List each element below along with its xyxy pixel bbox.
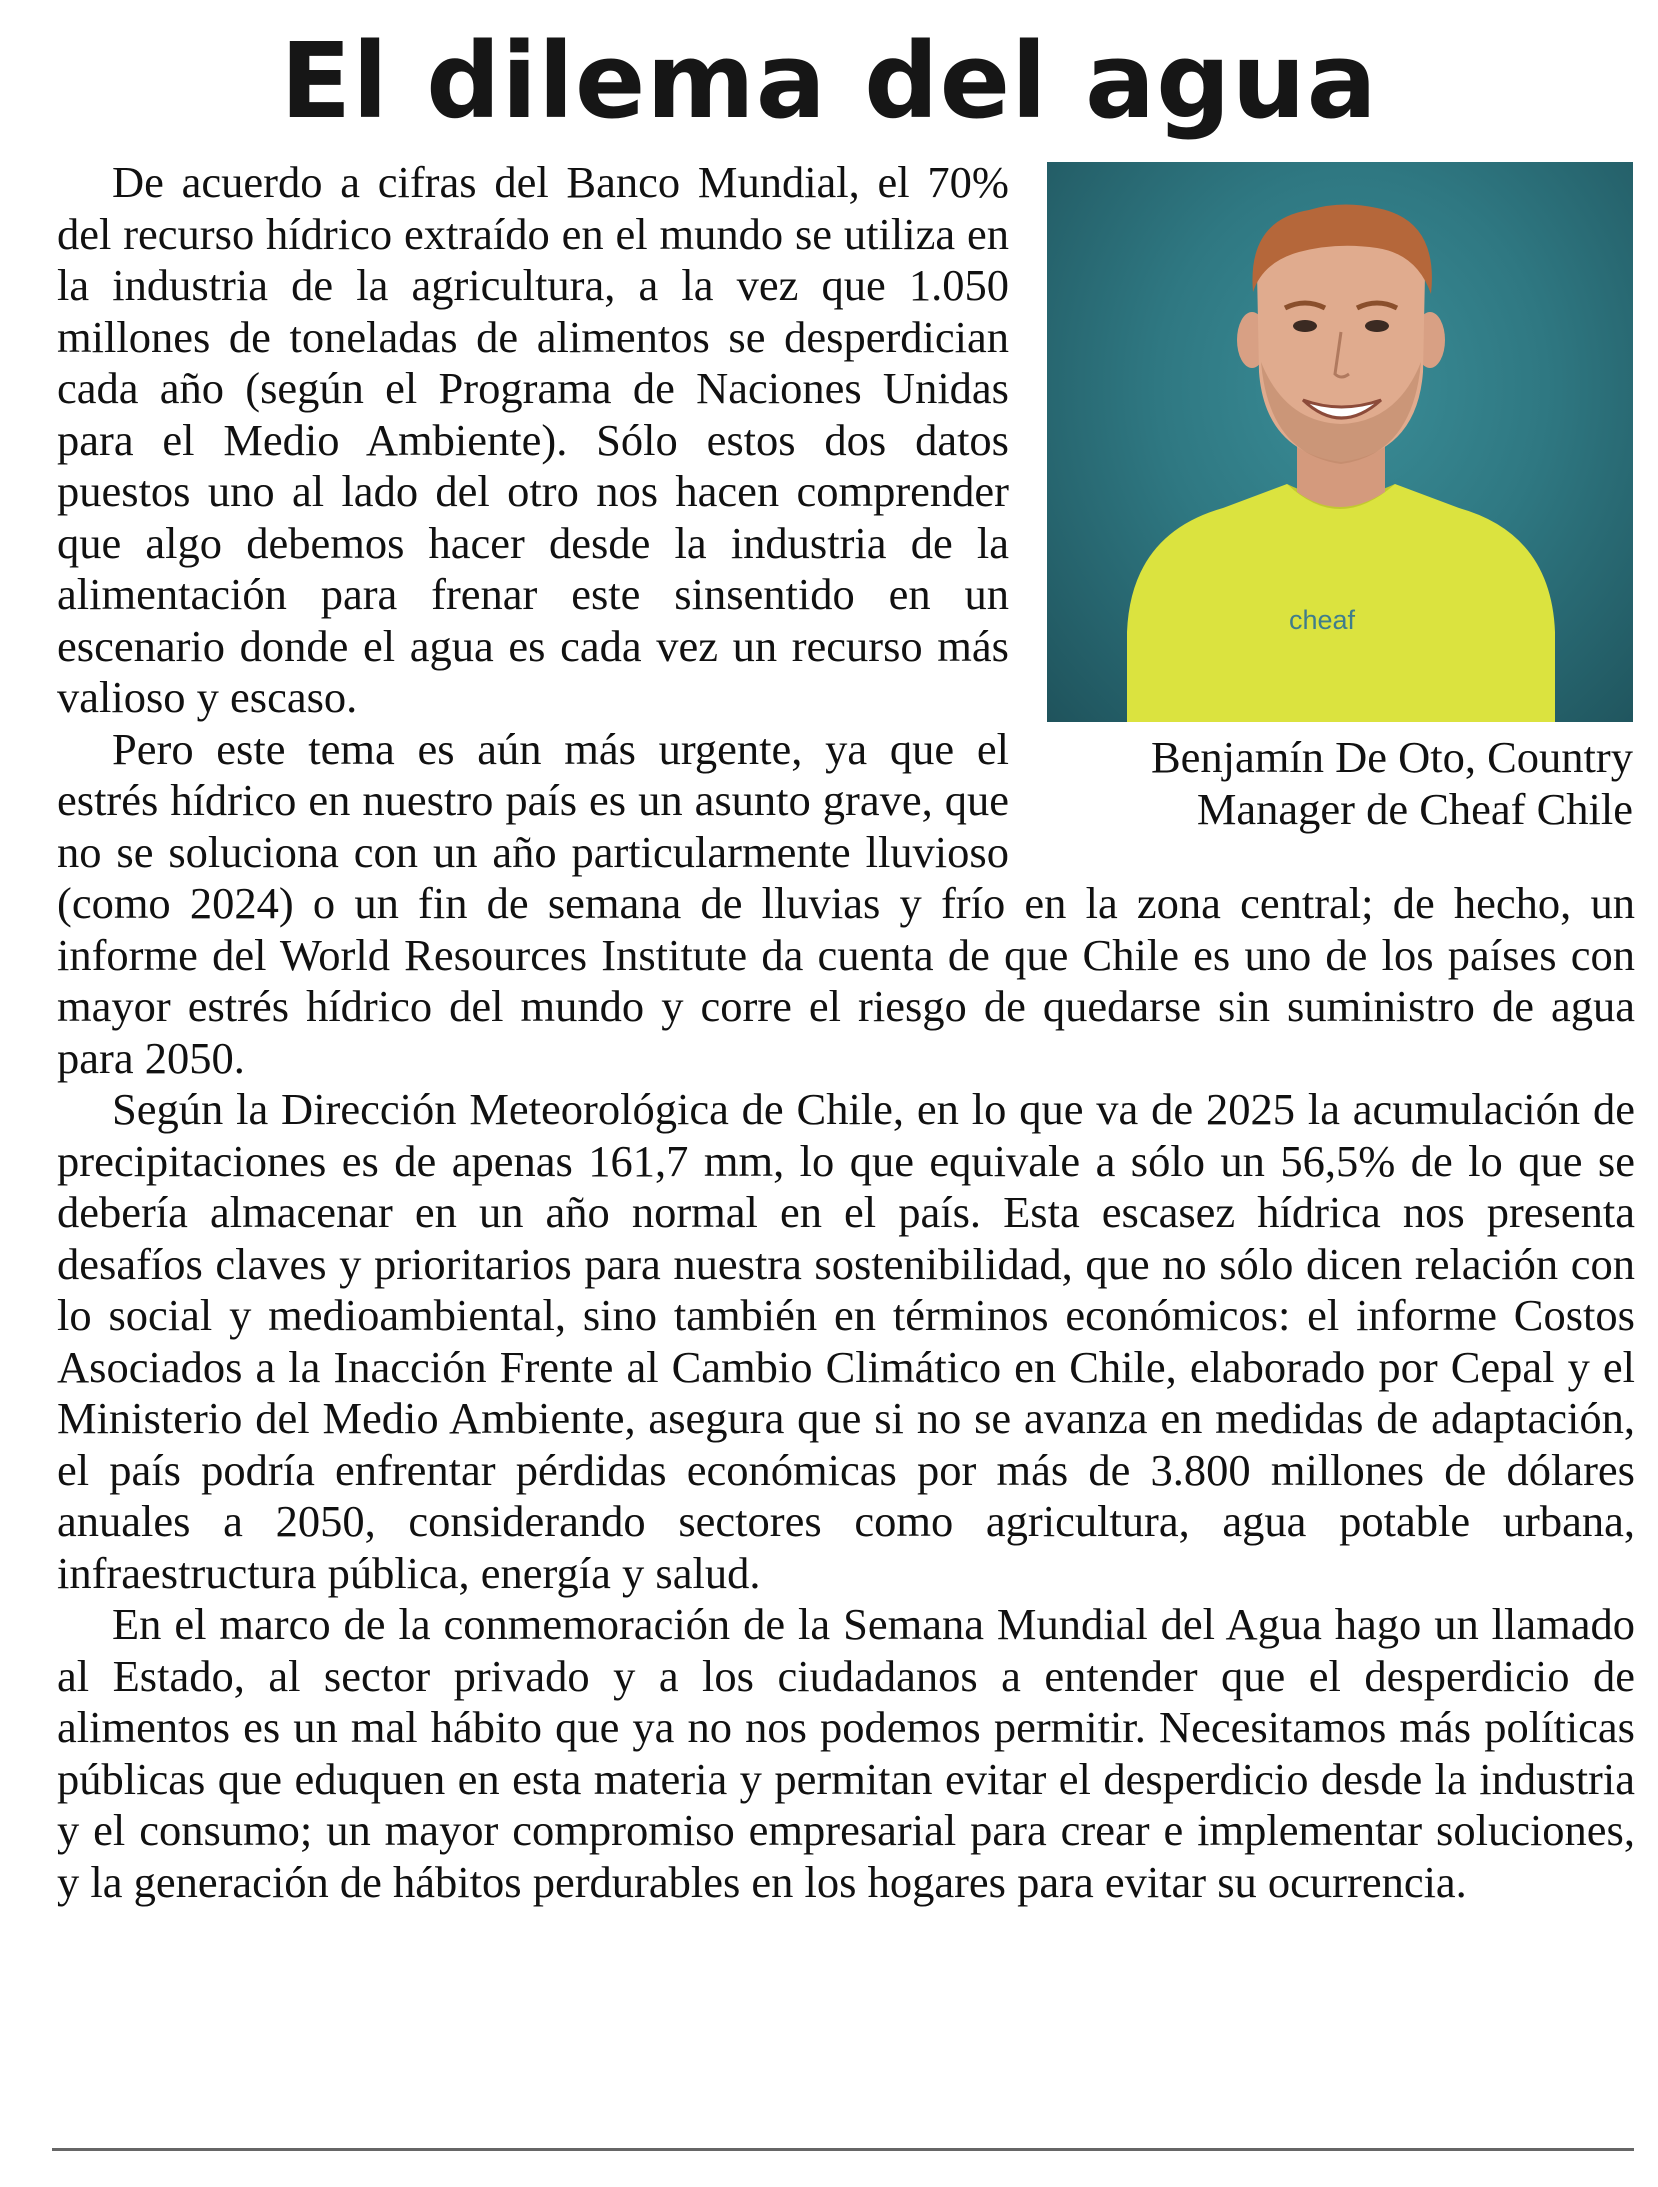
paragraph: Pero este tema es aún más urgente, ya que el estrés hídrico en nuestro país es un asunto grave, que no se soluciona con un año particularmente lluvioso (como 2024) o un fin de semana de lluvias y frío en la zona central; de hecho, un informe del World Resources Institute da cuenta de que Chile es uno de los países con mayor estrés hídrico del mundo y corre el riesgo de quedarse sin suministro de agua para 2050. (57, 723, 1635, 1083)
bottom-divider (52, 2148, 1634, 2151)
paragraph: De acuerdo a cifras del Banco Mundial, el 70% del recurso hídrico extraído en el mundo se utiliza en la industria de la agricultura, a la vez que 1.050 millones de toneladas de alimentos se desperdician cada año (según el Programa de Naciones Unidas para el Medio Ambiente). Sólo estos dos datos puestos uno al lado del otro nos hacen comprender que algo debemos hacer desde la industria de la alimentación para frenar este sinsentido en un escenario donde el agua es cada vez un recurso más valioso y escaso. (57, 157, 1009, 722)
author-figure (1047, 162, 1635, 878)
article-body (57, 157, 1635, 1908)
article-title: El dilema del agua (280, 20, 1378, 142)
shirt-logo: cheaf (1289, 605, 1356, 635)
paragraph: En el marco de la conmemoración de la Semana Mundial del Agua hago un llamado al Estado, al sector privado y a los ciudadanos a entender que el desperdicio de alimentos es un mal hábito que ya no nos podemos permitir. Necesitamos más políticas públicas que eduquen en esta materia y permitan evitar el desperdicio desde la industria y el consumo; un mayor compromiso empresarial para crear e implementar soluciones, y la generación de hábitos perdurables en los hogares para evitar su ocurrencia. (57, 1599, 1635, 1907)
paragraph: Según la Dirección Meteorológica de Chile, en lo que va de 2025 la acumulación de precipitaciones es de apenas 161,7 mm, lo que equivale a sólo un 56,5% de lo que se debería almacenar en un año normal en el país. Esta escasez hídrica nos presenta desafíos claves y prioritarios para nuestra sostenibilidad, que no sólo dicen relación con lo social y medioambiental, sino también en términos económicos: el informe Costos Asociados a la Inacción Frente al Cambio Climático en Chile, elaborado por Cepal y el Ministerio del Medio Ambiente, asegura que si no se avanza en medidas de adaptación, el país podría enfrentar pérdidas económicas por más de 3.800 millones de dólares anuales a 2050, considerando sectores como agricultura, agua potable urbana, infraestructura pública, energía y salud. (57, 1084, 1635, 1598)
portrait-illustration (1047, 162, 1633, 722)
photo-caption: Benjamín De Oto, Country Manager de Cheaf Chile (1150, 732, 1633, 834)
author-photo (1047, 162, 1633, 722)
